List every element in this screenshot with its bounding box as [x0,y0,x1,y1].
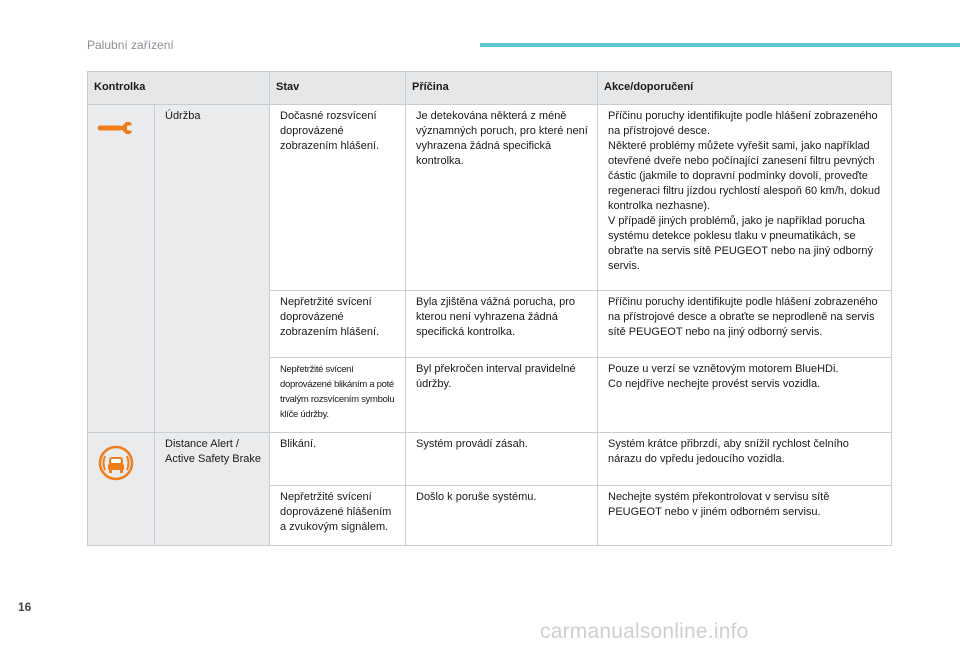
stav-cell [270,358,406,433]
pricina-cell: Byla zjištěna vážná porucha, pro kterou není vyhrazena žádná specifická kontrolka. [406,291,598,358]
watermark-text: carmanualsonline.info [540,620,749,643]
akce-line: Některé problémy můžete vyřešit sami, jako například otevřené dveře nebo počínající zanesení filtru pevných částic (jakmile to dopravní podmínky dovolí, proveďte regeneraci filtru jízdou rychlostí alespoň 60 km/h, dokud kontrolka nezhasne). [608,140,881,212]
stav-cell: Blikání. [270,433,406,486]
collision-warning-icon [98,445,134,486]
akce-cell [598,358,892,433]
stav-cell: Nepřetržité svícení doprovázené hlášením a zvukovým signálem. [270,486,406,546]
akce-line: V případě jiných problémů, jako je například porucha systému detekce poklesu tlaku v pneumatikách, se obraťte na servis sítě PEUGEOT nebo na jiný odborný servis. [608,215,874,272]
stav-cell: Dočasné rozsvícení doprovázené zobrazením hlášení. [270,105,406,291]
akce-line: Pouze u verzí se vznětovým motorem BlueHDi. [608,363,839,375]
pricina-cell: Systém provádí zásah. [406,433,598,486]
akce-line: Systém krátce přibrzdí, aby snížil rychlost čelního nárazu do vpředu jedoucího vozidla. [608,438,849,465]
page-number: 16 [18,600,32,614]
table-row [88,105,892,291]
wrench-icon [98,117,134,144]
akce-line: Příčinu poruchy identifikujte podle hlášení zobrazeného na přístrojové desce a obraťte se neprodleně na servis sítě PEUGEOT nebo na jiný odborný servis. [608,296,878,338]
column-header-akce: Akce/doporučení [598,72,892,105]
akce-cell [598,433,892,486]
pricina-cell: Došlo k poruše systému. [406,486,598,546]
stav-text: Nepřetržité svícení doprovázené blikáním a poté trvalým rozsvícením symbolu klíče údržby. [280,364,395,420]
table-row [88,433,892,486]
stav-cell: Nepřetržité svícení doprovázené zobrazením hlášení. [270,291,406,358]
akce-cell [598,105,892,291]
column-header-stav: Stav [270,72,406,105]
akce-cell [598,291,892,358]
warning-lights-table [87,71,892,546]
light-name-udrzba: Údržba [155,105,270,433]
column-header-pricina: Příčina [406,72,598,105]
light-name-distance-alert: Distance Alert / Active Safety Brake [155,433,270,546]
section-title: Palubní zařízení [87,38,174,52]
pricina-cell: Je detekována některá z méně významných poruch, pro které není vyhrazena žádná specifická kontrolka. [406,105,598,291]
column-header-kontrolka: Kontrolka [88,72,270,105]
icon-cell-distance-alert [88,433,155,546]
table-header-row [88,72,892,105]
akce-line: Příčinu poruchy identifikujte podle hlášení zobrazeného na přístrojové desce. [608,110,878,137]
pricina-cell: Byl překročen interval pravidelné údržby. [406,358,598,433]
akce-cell [598,486,892,546]
header-accent-bar [480,43,960,47]
akce-line: Nechejte systém překontrolovat v servisu sítě PEUGEOT nebo v jiném odborném servisu. [608,491,830,518]
akce-line: Co nejdříve nechejte provést servis vozidla. [608,378,821,390]
icon-cell-udrzba [88,105,155,433]
